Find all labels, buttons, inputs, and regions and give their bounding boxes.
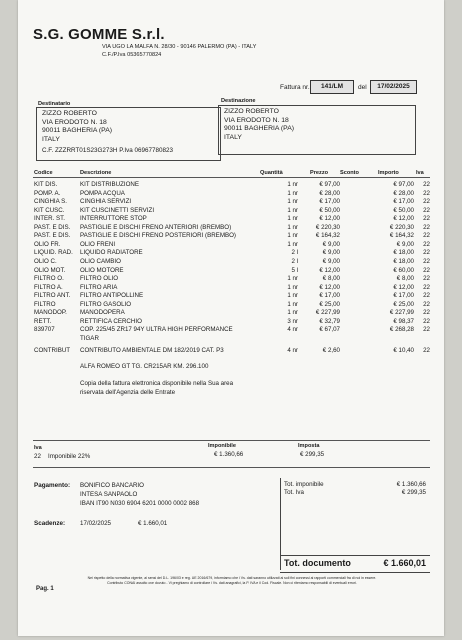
row-description: PASTIGLIE E DISCHI FRENO ANTERIORI (BREMBO) [80, 223, 232, 231]
row-amount: € 98,37 [393, 317, 414, 325]
row-price: € 164,32 [315, 232, 340, 240]
row-vat: 22 [423, 266, 430, 274]
row-vat: 22 [423, 326, 430, 334]
row-description: OLIO CAMBIO [80, 257, 121, 265]
recipient-address [42, 110, 173, 156]
delivery-street: VIA ERODOTO N. 18 [224, 116, 289, 124]
row-code: KIT CUSC. [34, 206, 65, 214]
row-quantity: 2 l [291, 257, 298, 265]
row-description: OLIO MOTORE [80, 266, 124, 274]
total-document-label: Tot. documento [284, 558, 351, 568]
due-label: Scadenze: [34, 520, 66, 527]
row-quantity: 1 nr [287, 223, 298, 231]
row-code: POMP. A. [34, 189, 61, 197]
row-description: KIT DISTRIBUZIONE [80, 181, 140, 188]
row-vat: 22 [423, 317, 430, 325]
col-header-description: Descrizione [80, 170, 112, 176]
row-quantity: 1 nr [287, 300, 298, 308]
invoice-page [18, 0, 444, 636]
row-price: € 25,00 [319, 300, 340, 308]
row-price: € 17,00 [319, 198, 340, 206]
row-quantity: 1 nr [287, 189, 298, 197]
row-quantity: 1 nr [287, 181, 298, 188]
vat-rate-description: Imponibile 22% [48, 453, 91, 460]
row-quantity: 1 nr [287, 275, 298, 283]
row-code: PAST. E DIS. [34, 223, 71, 231]
row-description: KIT CUSCINETTI SERVIZI [80, 206, 155, 214]
row-code: FILTRO [34, 300, 56, 308]
delivery-label: Destinazione [221, 98, 256, 104]
row-description: FILTRO OLIO [80, 275, 119, 283]
row-vat: 22 [423, 232, 430, 240]
row-price: € 9,00 [322, 240, 340, 248]
invoice-date-label: del [358, 84, 367, 91]
company-name: S.G. GOMME S.r.l. [33, 26, 165, 43]
row-amount: € 268,28 [389, 326, 414, 334]
delivery-address [224, 108, 294, 142]
recipient-country: ITALY [42, 135, 60, 143]
row-vat: 22 [423, 283, 430, 291]
recipient-name: ZIZZO ROBERTO [42, 110, 97, 117]
tax-amount: € 299,35 [300, 451, 325, 458]
row-code: MANODOP. [34, 309, 67, 317]
row-price: € 12,00 [319, 283, 340, 291]
row-amount: € 10,40 [393, 347, 414, 355]
row-quantity: 1 nr [287, 309, 298, 317]
row-code: OLIO FR. [34, 240, 61, 248]
col-header-code: Codice [34, 170, 53, 176]
taxable-label: Imponibile [208, 443, 236, 449]
table-row [18, 347, 444, 356]
total-vat-label: Tot. Iva [284, 489, 304, 496]
payment-label: Pagamento: [34, 482, 71, 489]
row-price: € 67,07 [319, 326, 340, 334]
row-description-continued: TIGAR [80, 334, 99, 342]
row-quantity: 3 nr [287, 317, 298, 325]
row-quantity: 1 nr [287, 232, 298, 240]
row-price: € 220,30 [315, 223, 340, 231]
row-price: € 12,00 [319, 215, 340, 223]
col-header-amount: Importo [378, 170, 399, 176]
recipient-city: 90011 BAGHERIA (PA) [42, 127, 113, 135]
vat-summary-divider [33, 440, 430, 441]
row-code: PAST. E DIS. [34, 232, 71, 240]
payment-bank: INTESA SANPAOLO [80, 491, 138, 498]
row-amount: € 18,00 [393, 249, 414, 257]
vat-summary-label: Iva [34, 445, 42, 451]
row-quantity: 1 nr [287, 198, 298, 206]
row-description: FILTRO GASOLIO [80, 300, 132, 308]
legal-notice-line2: Contributo CONAI assolto ove dovuto - Vi preghiamo di controllare i Vs. dati anagrafici, la P. IVA e il Cod. Fiscale. Non ci riteniamo responsabili di eventuali errori. [107, 580, 357, 585]
row-code: INTER. ST. [34, 215, 65, 223]
row-code: RETT. [34, 317, 52, 325]
payment-method: BONIFICO BANCARIO [80, 482, 144, 489]
row-description: OLIO FRENI [80, 240, 116, 248]
row-description: FILTRO ANTIPOLLINE [80, 292, 144, 300]
row-amount: € 220,30 [389, 223, 414, 231]
row-vat: 22 [423, 249, 430, 257]
row-amount: € 25,00 [393, 300, 414, 308]
row-code: OLIO C. [34, 257, 57, 265]
row-description: INTERRUTTORE STOP [80, 215, 147, 223]
row-price: € 97,00 [319, 181, 340, 188]
row-vat: 22 [423, 198, 430, 206]
row-amount: € 97,00 [393, 181, 414, 188]
table-header-divider [33, 177, 430, 178]
row-vat: 22 [423, 223, 430, 231]
row-quantity: 4 nr [287, 326, 298, 334]
row-description: COP. 225/45 ZR17 94Y ULTRA HIGH PERFORMANCE [80, 326, 233, 334]
row-vat: 22 [423, 309, 430, 317]
row-description: CINGHIA SERVIZI [80, 198, 132, 206]
row-vat: 22 [423, 275, 430, 283]
row-vat: 22 [423, 181, 430, 188]
row-amount: € 164,32 [389, 232, 414, 240]
row-description: RETTIFICA CERCHIO [80, 317, 142, 325]
e-invoice-note-line1: Copia della fattura elettronica disponibile nella Sua area [80, 380, 234, 387]
row-code: FILTRO ANT. [34, 292, 71, 300]
row-amount: € 12,00 [393, 215, 414, 223]
recipient-tax-codes: C.F. ZZZRRT01S23G273H P.Iva 06967780823 [42, 147, 174, 155]
row-amount: € 18,00 [393, 257, 414, 265]
invoice-number: 141/LM [310, 80, 354, 94]
total-taxable-label: Tot. imponibile [284, 481, 324, 488]
total-vat: € 299,35 [401, 489, 426, 496]
tax-label: Imposta [298, 443, 320, 449]
e-invoice-note-line2: riservata dell'Agenzia delle Entrate [80, 389, 176, 396]
row-price: € 227,99 [315, 309, 340, 317]
delivery-name: ZIZZO ROBERTO [224, 108, 279, 115]
row-code: LIQUID. RAD. [34, 249, 73, 257]
row-vat: 22 [423, 300, 430, 308]
row-quantity: 2 l [291, 249, 298, 257]
row-price: € 50,00 [319, 206, 340, 214]
recipient-label: Destinatario [38, 101, 71, 107]
row-description: FILTRO ARIA [80, 283, 118, 291]
row-quantity: 1 nr [287, 215, 298, 223]
row-quantity: 1 nr [287, 206, 298, 214]
row-price: € 32,79 [319, 317, 340, 325]
row-description: MANODOPERA [80, 309, 125, 317]
table-row [18, 326, 444, 342]
row-amount: € 9,00 [396, 240, 414, 248]
row-description: PASTIGLIE E DISCHI FRENO POSTERIORI (BREMBO) [80, 232, 236, 240]
due-date: 17/02/2025 [80, 520, 111, 527]
row-quantity: 1 nr [287, 292, 298, 300]
row-amount: € 17,00 [393, 292, 414, 300]
row-amount: € 8,00 [396, 275, 414, 283]
row-vat: 22 [423, 347, 430, 355]
col-header-discount: Sconto [340, 170, 359, 176]
row-code: KIT DIS. [34, 181, 58, 188]
vehicle-note: ALFA ROMEO GT TG. CR215AR KM. 296.100 [80, 363, 209, 370]
total-document: € 1.660,01 [383, 558, 426, 568]
row-quantity: 1 nr [287, 240, 298, 248]
total-taxable: € 1.360,66 [396, 481, 426, 488]
row-price: € 28,00 [319, 189, 340, 197]
row-quantity: 1 nr [287, 283, 298, 291]
row-description: CONTRIBUTO AMBIENTALE DM 182/2019 CAT. P3 [80, 347, 224, 355]
row-code: FILTRO O. [34, 275, 64, 283]
delivery-city: 90011 BAGHERIA (PA) [224, 125, 295, 133]
row-quantity: 5 l [291, 266, 298, 274]
legal-notice [32, 576, 432, 585]
recipient-street: VIA ERODOTO N. 18 [42, 118, 107, 126]
row-vat: 22 [423, 240, 430, 248]
row-vat: 22 [423, 215, 430, 223]
legal-notice-line1: Nei rispetto della normativa vigente, ai sensi del D.L. 196/03 e reg. UE 2016/679, informiamo che i Vs. dati saranno utilizzati ai soli fini connessi ai rapporti commerciali fra di noi in essere. [87, 576, 377, 580]
payment-divider [33, 467, 430, 468]
page-number: Pag. 1 [36, 586, 54, 592]
row-code: CONTRIBUT [34, 347, 71, 355]
row-amount: € 60,00 [393, 266, 414, 274]
row-vat: 22 [423, 206, 430, 214]
vat-rate: 22 [34, 453, 41, 460]
row-price: € 12,00 [319, 266, 340, 274]
row-quantity: 4 nr [287, 347, 298, 355]
payment-iban: IBAN IT90 N030 6904 6201 0000 0002 868 [80, 500, 200, 507]
invoice-number-label: Fattura nr. [280, 84, 310, 91]
col-header-quantity: Quantità [260, 170, 283, 176]
delivery-country: ITALY [224, 133, 242, 141]
company-address: VIA UGO LA MALFA N. 28/30 - 90146 PALERMO (PA) - ITALY [102, 44, 257, 50]
row-vat: 22 [423, 292, 430, 300]
row-amount: € 17,00 [393, 198, 414, 206]
row-amount: € 50,00 [393, 206, 414, 214]
row-amount: € 227,99 [389, 309, 414, 317]
company-tax-id: C.F./P.Iva 05365770824 [102, 52, 162, 58]
row-code: 839707 [34, 326, 55, 334]
row-amount: € 28,00 [393, 189, 414, 197]
row-amount: € 12,00 [393, 283, 414, 291]
row-code: OLIO MOT. [34, 266, 66, 274]
col-header-price: Prezzo [310, 170, 329, 176]
row-description: LIQUIDO RADIATORE [80, 249, 143, 257]
row-vat: 22 [423, 189, 430, 197]
row-vat: 22 [423, 257, 430, 265]
row-code: FILTRO A. [34, 283, 63, 291]
taxable-amount: € 1.360,66 [214, 451, 244, 458]
row-code: CINGHIA S. [34, 198, 68, 206]
row-price: € 8,00 [322, 275, 340, 283]
due-amount: € 1.660,01 [138, 520, 168, 527]
row-price: € 2,60 [322, 347, 340, 355]
col-header-vat: Iva [416, 170, 424, 176]
row-description: POMPA ACQUA [80, 189, 125, 197]
row-price: € 17,00 [319, 292, 340, 300]
row-price: € 9,00 [322, 257, 340, 265]
invoice-date: 17/02/2025 [370, 80, 417, 94]
row-price: € 9,00 [322, 249, 340, 257]
